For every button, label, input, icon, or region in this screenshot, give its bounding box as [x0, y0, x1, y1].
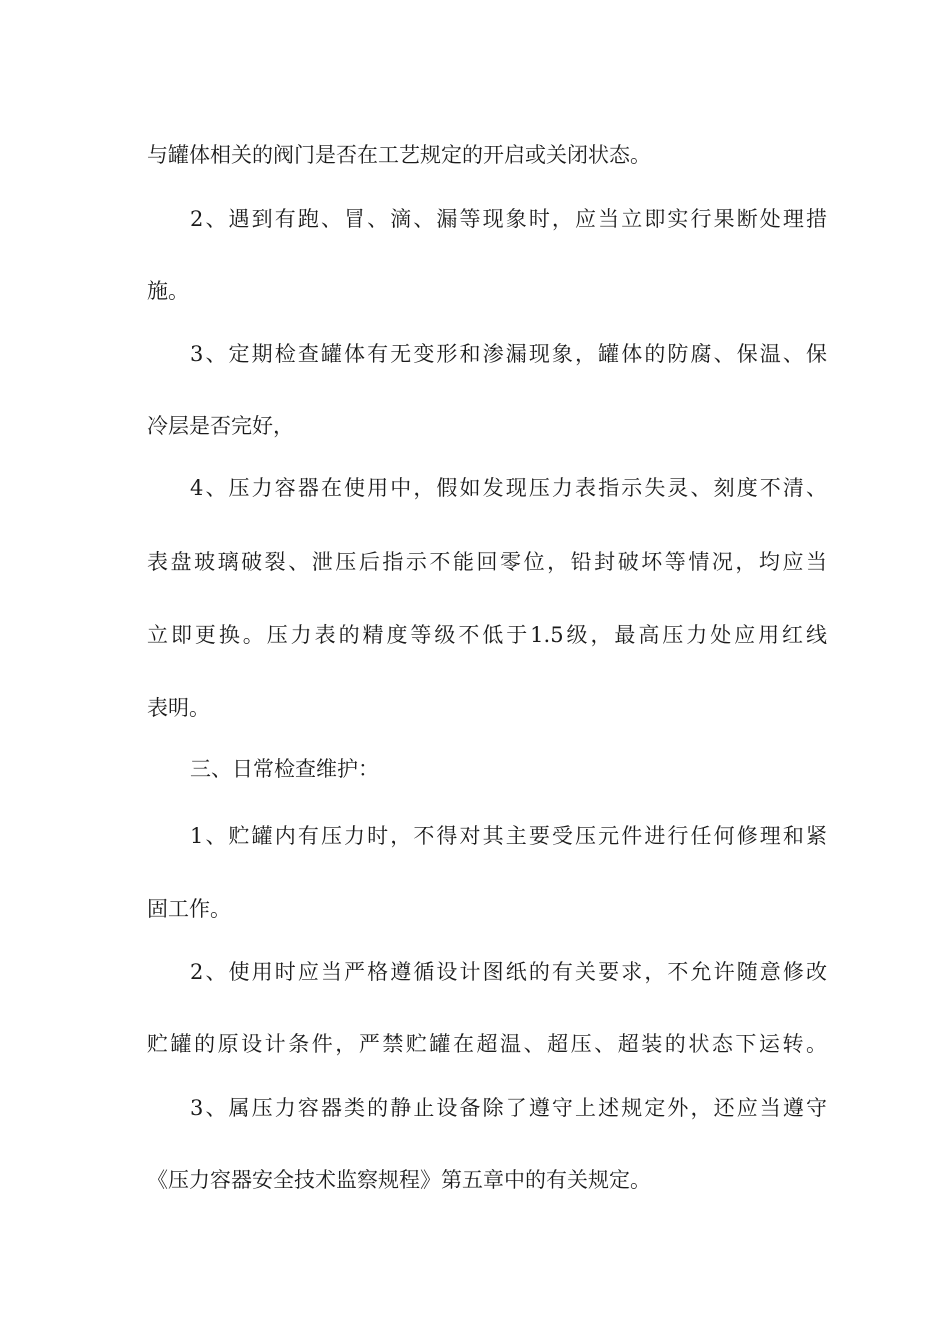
paragraph-line: 贮罐的原设计条件，严禁贮罐在超温、超压、超装的状态下运转。 — [147, 1032, 827, 1056]
paragraph-line: 固工作。 — [147, 897, 231, 921]
paragraph-line: 2、遇到有跑、冒、滴、漏等现象时，应当立即实行果断处理措 — [190, 207, 827, 231]
paragraph-line: 2、使用时应当严格遵循设计图纸的有关要求，不允许随意修改 — [190, 960, 827, 984]
paragraph-line: 立即更换。压力表的精度等级不低于1.5级，最高压力处应用红线 — [147, 623, 827, 647]
paragraph-line: 冷层是否完好， — [147, 414, 294, 438]
paragraph-line: 《压力容器安全技术监察规程》第五章中的有关规定。 — [147, 1168, 651, 1192]
paragraph-line: 表明。 — [147, 696, 210, 720]
paragraph-line: 3、属压力容器类的静止设备除了遵守上述规定外，还应当遵守 — [190, 1096, 827, 1120]
paragraph-line: 与罐体相关的阀门是否在工艺规定的开启或关闭状态。 — [147, 143, 651, 167]
paragraph-line: 3、定期检查罐体有无变形和渗漏现象，罐体的防腐、保温、保 — [190, 342, 827, 366]
section-heading: 三、日常检查维护： — [190, 757, 379, 781]
paragraph-line: 1、贮罐内有压力时，不得对其主要受压元件进行任何修理和紧 — [190, 824, 827, 848]
paragraph-line: 4、压力容器在使用中，假如发现压力表指示失灵、刻度不清、 — [190, 476, 827, 500]
paragraph-line: 施。 — [147, 279, 189, 303]
paragraph-line: 表盘玻璃破裂、泄压后指示不能回零位，铅封破坏等情况，均应当 — [147, 550, 827, 574]
